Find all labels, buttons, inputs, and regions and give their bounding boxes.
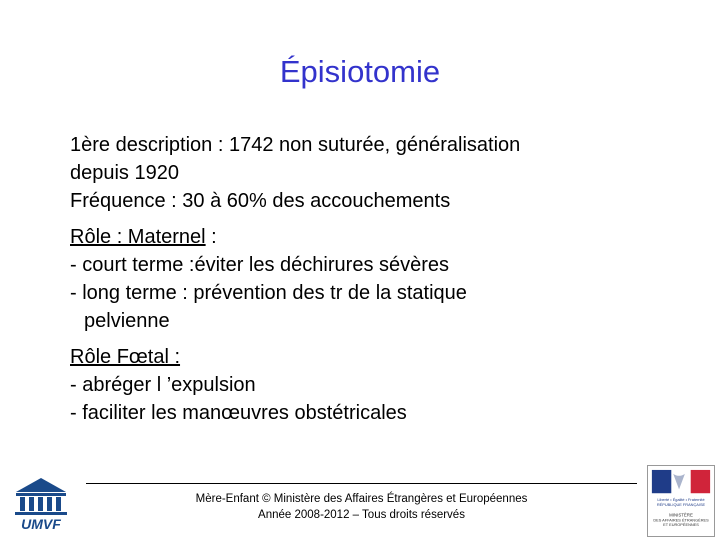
maternal-heading-suffix: :	[205, 226, 217, 248]
body-line-description: 1ère description : 1742 non suturée, généralisation	[70, 134, 521, 156]
fetal-item-expulsion: - abréger l ’expulsion	[70, 374, 256, 396]
slide-body	[70, 131, 670, 427]
maternal-heading-line	[70, 223, 670, 251]
svg-text:MINISTÈRE: MINISTÈRE	[669, 512, 693, 518]
umvf-logo-text: UMVF	[21, 516, 61, 532]
ministry-logo-text	[653, 497, 709, 527]
maternal-item-short-term: - court terme :éviter les déchirures sévères	[70, 254, 450, 276]
maternal-heading: Rôle : Maternel	[70, 226, 206, 248]
maternal-item-long-term: - long terme : prévention des tr de la statique	[70, 282, 467, 304]
footer-year: Année 2008-2012 – Tous droits réservés	[258, 509, 465, 521]
svg-text:RÉPUBLIQUE FRANÇAISE: RÉPUBLIQUE FRANÇAISE	[656, 501, 706, 507]
body-line-since: depuis 1920	[70, 162, 179, 184]
body-line-frequency: Fréquence : 30 à 60% des accouchements	[70, 190, 451, 212]
umvf-logo	[12, 476, 70, 532]
ministry-logo	[647, 465, 715, 537]
fetal-item-maneuvers: - faciliter les manœuvres obstétricales	[70, 402, 407, 424]
svg-text:ET EUROPÉENNES: ET EUROPÉENNES	[663, 522, 699, 528]
svg-text:DES AFFAIRES ÉTRANGÈRES: DES AFFAIRES ÉTRANGÈRES	[653, 517, 709, 523]
footer-divider	[86, 483, 637, 484]
slide-title: Épisiotomie	[279, 54, 441, 89]
maternal-item-continuation: pelvienne	[84, 310, 170, 332]
fetal-heading: Rôle Fœtal :	[70, 346, 181, 368]
svg-text:Liberté • Égalité • Fraternité: Liberté • Égalité • Fraternité	[657, 497, 705, 502]
footer-copyright: Mère-Enfant © Ministère des Affaires Étrangères et Européennes	[195, 493, 528, 505]
